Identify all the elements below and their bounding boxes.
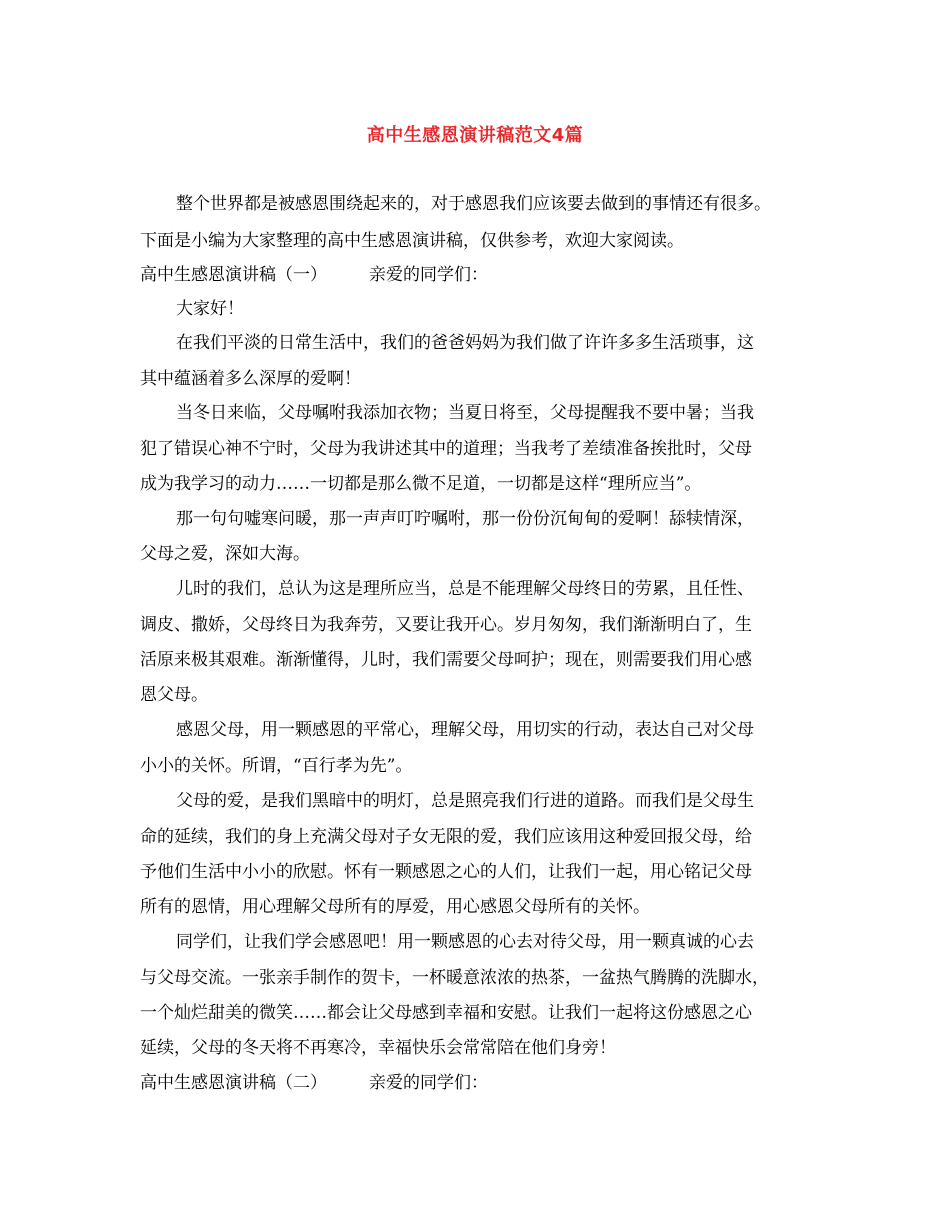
body-line: 延续，父母的冬天将不再寒冷，幸福快乐会常常陪在他们身旁！ <box>140 1038 616 1058</box>
intro-line-2: 下面是小编为大家整理的高中生感恩演讲稿，仅供参考，欢迎大家阅读。 <box>140 231 684 251</box>
section-heading-1 <box>140 264 488 286</box>
intro-line-1: 整个世界都是被感恩围绕起来的，对于感恩我们应该要去做到的事情还有很多。 <box>176 194 771 214</box>
body-line: 调皮、撒娇，父母终日为我奔劳，又要让我开心。岁月匆匆，我们渐渐明白了，生 <box>140 615 752 635</box>
section-title-1: 高中生感恩演讲稿（一） <box>140 265 327 285</box>
body-line: 感恩父母，用一颗感恩的平常心，理解父母，用切实的行动，表达自己对父母 <box>176 720 754 740</box>
body-line: 恩父母。 <box>140 685 208 705</box>
greeting-line: 大家好！ <box>176 299 244 319</box>
body-line: 命的延续，我们的身上充满父母对子女无限的爱，我们应该用这种爱回报父母，给 <box>140 827 752 847</box>
body-line: 予他们生活中小小的欣慰。怀有一颗感恩之心的人们，让我们一起，用心铭记父母 <box>140 862 752 882</box>
body-line: 成为我学习的动力……一切都是那么微不足道，一切都是这样“理所应当”。 <box>140 474 702 494</box>
body-line: 在我们平淡的日常生活中，我们的爸爸妈妈为我们做了许许多多生活琐事，这 <box>176 333 754 353</box>
body-line: 儿时的我们，总认为这是理所应当，总是不能理解父母终日的劳累，且任性、 <box>176 579 754 599</box>
body-line: 所有的恩情，用心理解父母所有的厚爱，用心感恩父母所有的关怀。 <box>140 897 650 917</box>
body-line: 小小的关怀。所谓，“百行孝为先”。 <box>140 756 413 776</box>
body-line: 父母的爱，是我们黑暗中的明灯，总是照亮我们行进的道路。而我们是父母生 <box>176 791 754 811</box>
body-line: 一个灿烂甜美的微笑……都会让父母感到幸福和安慰。让我们一起将这份感恩之心 <box>140 1003 752 1023</box>
body-line: 犯了错误心神不宁时，父母为我讲述其中的道理；当我考了差绩准备挨批时，父母 <box>140 439 752 459</box>
section-heading-2 <box>140 1072 488 1094</box>
body-line: 与父母交流。一张亲手制作的贺卡，一杯暖意浓浓的热茶，一盆热气腾腾的洗脚水， <box>140 968 769 988</box>
salutation-2: 亲爱的同学们： <box>369 1073 488 1093</box>
body-line: 其中蕴涵着多么深厚的爱啊！ <box>140 369 361 389</box>
salutation-1: 亲爱的同学们： <box>369 265 488 285</box>
body-line: 父母之爱，深如大海。 <box>140 544 310 564</box>
body-line: 当冬日来临，父母嘱咐我添加衣物；当夏日将至，父母提醒我不要中暑；当我 <box>176 403 754 423</box>
body-line: 那一句句嘘寒问暖，那一声声叮咛嘱咐，那一份份沉甸甸的爱啊！舔犊情深， <box>176 509 754 529</box>
body-line: 同学们，让我们学会感恩吧！用一颗感恩的心去对待父母，用一颗真诚的心去 <box>176 932 754 952</box>
body-line: 活原来极其艰难。渐渐懂得，儿时，我们需要父母呵护；现在，则需要我们用心感 <box>140 650 752 670</box>
section-title-2: 高中生感恩演讲稿（二） <box>140 1073 327 1093</box>
document-title: 高中生感恩演讲稿范文4篇 <box>366 125 584 146</box>
